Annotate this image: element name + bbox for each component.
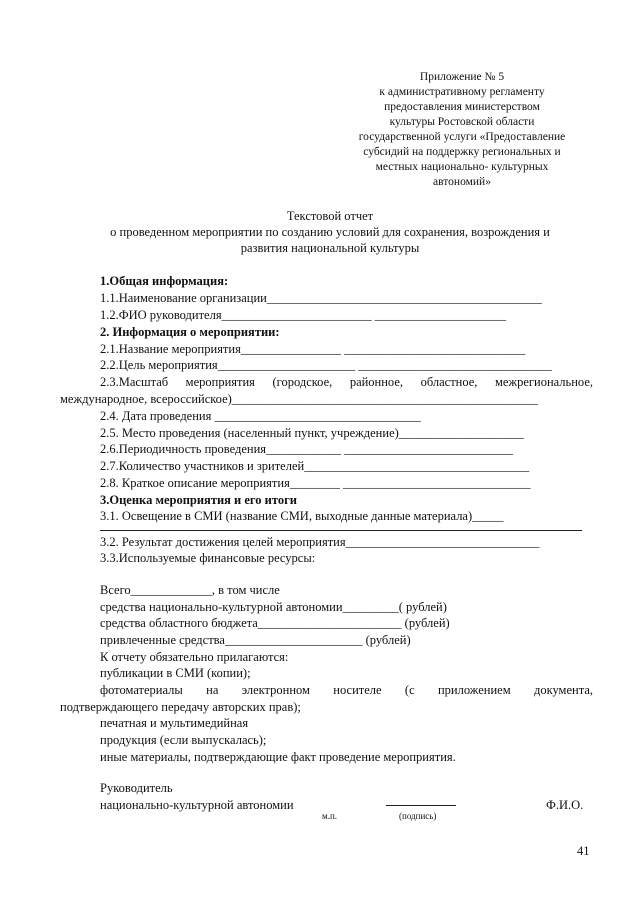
field-financial-resources: 3.3.Используемые финансовые ресурсы: — [100, 551, 316, 565]
blank-line — [100, 530, 582, 531]
field-head-name: 1.2.ФИО руководителя________________________ _____________________ — [100, 308, 506, 322]
attachment-item-cont: подтверждающего передачу авторских прав); — [60, 700, 301, 714]
signature-title: Руководитель — [100, 781, 173, 795]
section-heading-event-info: 2. Информация о мероприятии: — [100, 325, 280, 339]
field-event-place: 2.5. Место проведения (населенный пункт, учреждение)____________________ — [100, 426, 524, 440]
field-short-description: 2.8. Краткое описание мероприятия________ ______________________________ — [100, 476, 531, 490]
title-line-3: развития национальной культуры — [240, 241, 420, 255]
field-event-name: 2.1.Название мероприятия________________ _____________________________ — [100, 342, 526, 356]
stamp-place-label: м.п. — [322, 811, 338, 821]
field-regional-budget: средства областного бюджета_______________________ (рублей) — [100, 616, 450, 630]
header-block — [330, 70, 594, 190]
page-number: 41 — [577, 844, 590, 858]
header-line: государственной услуги «Предоставление — [358, 131, 566, 143]
field-goal-result: 3.2. Результат достижения целей мероприятия_______________________________ — [100, 535, 540, 549]
field-event-scale: 2.3.Масштаб мероприятия (городское, районное, областное, межрегиональное, — [100, 375, 593, 389]
header-line: Приложение № 5 — [419, 71, 505, 83]
attachment-item: печатная и мультимедийная — [100, 716, 249, 730]
attachment-item: фотоматериалы на электронном носителе (с приложением документа, — [100, 683, 593, 697]
title-line-1: Текстовой отчет — [286, 209, 374, 223]
field-event-date: 2.4. Дата проведения _________________________________ — [100, 409, 421, 423]
header-line: автономий» — [433, 176, 491, 188]
attachments-heading: К отчету обязательно прилагаются: — [100, 650, 289, 664]
title-line-2: о проведенном мероприятии по созданию условий для сохранения, возрождения и — [110, 225, 550, 239]
field-attracted-funds: привлеченные средства______________________ (рублей) — [100, 633, 411, 647]
signature-line — [386, 805, 456, 806]
field-event-goal: 2.2.Цель мероприятия______________________ _______________________________ — [100, 358, 553, 372]
section-heading-general: 1.Общая информация: — [100, 274, 229, 288]
field-org-name: 1.1.Наименование организации____________________________________________ — [100, 291, 542, 305]
field-participants: 2.7.Количество участников и зрителей____________________________________ — [100, 459, 530, 473]
header-line: предоставления министерством — [384, 101, 540, 113]
header-line: местных национально- культурных — [375, 161, 549, 173]
field-autonomy-funds: средства национально-культурной автономии_________( рублей) — [100, 600, 447, 614]
field-total: Всего_____________, в том числе — [100, 583, 280, 597]
header-line: к административному регламенту — [379, 86, 545, 98]
signature-org: национально-культурной автономии — [100, 798, 294, 812]
attachment-item: иные материалы, подтверждающие факт проведение мероприятия. — [100, 750, 456, 764]
field-media-coverage: 3.1. Освещение в СМИ (название СМИ, выходные данные материала)_____ — [100, 509, 504, 523]
header-line: субсидий на поддержку региональных и — [363, 146, 561, 158]
signature-fio: Ф.И.О. — [546, 798, 584, 812]
signature-label: (подпись) — [399, 811, 437, 821]
attachment-item-cont: продукция (если выпускалась); — [100, 733, 267, 747]
section-heading-evaluation: 3.Оценка мероприятия и его итоги — [100, 493, 297, 507]
field-event-periodicity: 2.6.Периодичность проведения____________ ___________________________ — [100, 442, 513, 456]
attachment-item: публикации в СМИ (копии); — [100, 666, 251, 680]
header-line: культуры Ростовской области — [389, 116, 535, 128]
field-event-scale-cont: международное, всероссийское)_________________________________________________ — [60, 392, 539, 406]
document-title — [60, 208, 600, 256]
